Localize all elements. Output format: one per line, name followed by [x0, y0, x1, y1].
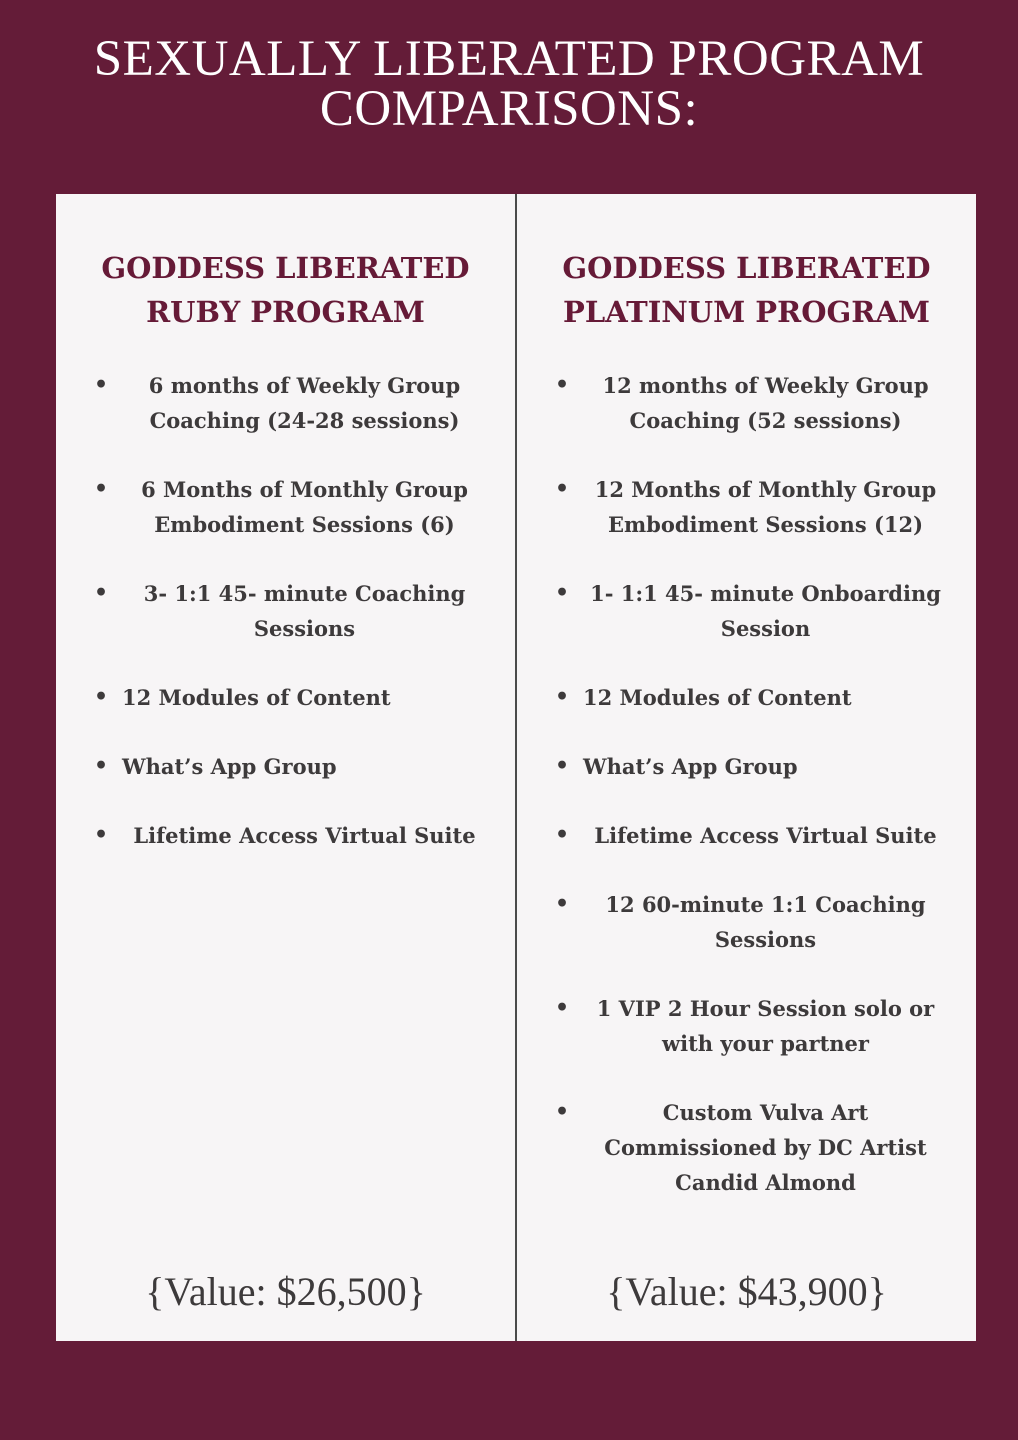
feature-line: Session [720, 616, 811, 641]
bullet-icon: • [555, 995, 570, 1021]
list-item [56, 368, 515, 438]
bullet-icon: • [555, 753, 570, 779]
list-item [56, 576, 515, 646]
platinum-program-column [517, 194, 976, 1341]
bullet-icon: • [94, 580, 109, 606]
feature-line: 12 Months of Monthly Group [594, 477, 937, 502]
list-item [517, 472, 976, 542]
list-item [517, 991, 976, 1061]
page-title-line-2: COMPARISONS: [319, 81, 699, 137]
feature-line: 6 Months of Monthly Group [141, 477, 468, 502]
bullet-icon: • [94, 753, 109, 779]
feature-line: Custom Vulva Art [662, 1100, 869, 1125]
feature-line: 6 months of Weekly Group [148, 373, 461, 398]
ruby-program-value: {Value: $26,500} [145, 1269, 426, 1314]
bullet-icon: • [94, 476, 109, 502]
list-item [517, 368, 976, 438]
feature-line: Lifetime Access Virtual Suite [594, 823, 937, 848]
bullet-icon: • [555, 891, 570, 917]
bullet-icon: • [555, 684, 570, 710]
feature-line: Embodiment Sessions (12) [607, 512, 924, 537]
feature-line: Coaching (24-28 sessions) [149, 408, 460, 433]
list-item [56, 472, 515, 542]
comparison-panel [56, 194, 976, 1341]
bullet-icon: • [94, 372, 109, 398]
platinum-program-value: {Value: $43,900} [606, 1269, 887, 1314]
list-item [517, 818, 976, 853]
list-item [517, 680, 976, 715]
feature-line: 12 Modules of Content [583, 685, 852, 710]
ruby-title-line-2: RUBY PROGRAM [146, 295, 425, 329]
feature-line: Candid Almond [675, 1170, 856, 1195]
ruby-title-line-1: GODDESS LIBERATED [101, 251, 470, 285]
page-title [0, 31, 1018, 137]
bullet-icon: • [555, 476, 570, 502]
ruby-feature-list [56, 368, 515, 887]
feature-line: 12 months of Weekly Group [602, 373, 929, 398]
platinum-feature-list [517, 368, 976, 1234]
ruby-program-column [56, 194, 515, 1341]
bullet-icon: • [555, 580, 570, 606]
feature-line: 1- 1:1 45- minute Onboarding [590, 581, 941, 606]
bullet-icon: • [555, 372, 570, 398]
feature-line: Coaching (52 sessions) [629, 408, 902, 433]
bullet-icon: • [555, 822, 570, 848]
list-item [517, 749, 976, 784]
feature-line: Sessions [714, 927, 817, 952]
list-item [517, 887, 976, 957]
feature-line: with your partner [662, 1031, 869, 1056]
bullet-icon: • [94, 684, 109, 710]
platinum-title-line-2: PLATINUM PROGRAM [563, 295, 930, 329]
list-item [517, 1095, 976, 1200]
list-item [56, 749, 515, 784]
bullet-icon: • [555, 1099, 570, 1125]
feature-line: Lifetime Access Virtual Suite [133, 823, 476, 848]
list-item [56, 680, 515, 715]
feature-line: What’s App Group [583, 754, 798, 779]
ruby-program-title [56, 246, 515, 334]
feature-line: 1 VIP 2 Hour Session solo or [596, 996, 935, 1021]
feature-line: What’s App Group [122, 754, 337, 779]
platinum-title-line-1: GODDESS LIBERATED [562, 251, 931, 285]
bullet-icon: • [94, 822, 109, 848]
feature-line: Commissioned by DC Artist [604, 1135, 927, 1160]
list-item [517, 576, 976, 646]
page-title-line-1: SEXUALLY LIBERATED PROGRAM [93, 31, 925, 87]
feature-line: 12 Modules of Content [122, 685, 391, 710]
feature-line: Embodiment Sessions (6) [154, 512, 455, 537]
feature-line: 3- 1:1 45- minute Coaching [143, 581, 466, 606]
list-item [56, 818, 515, 853]
feature-line: Sessions [253, 616, 356, 641]
platinum-program-title [517, 246, 976, 334]
feature-line: 12 60-minute 1:1 Coaching [605, 892, 926, 917]
